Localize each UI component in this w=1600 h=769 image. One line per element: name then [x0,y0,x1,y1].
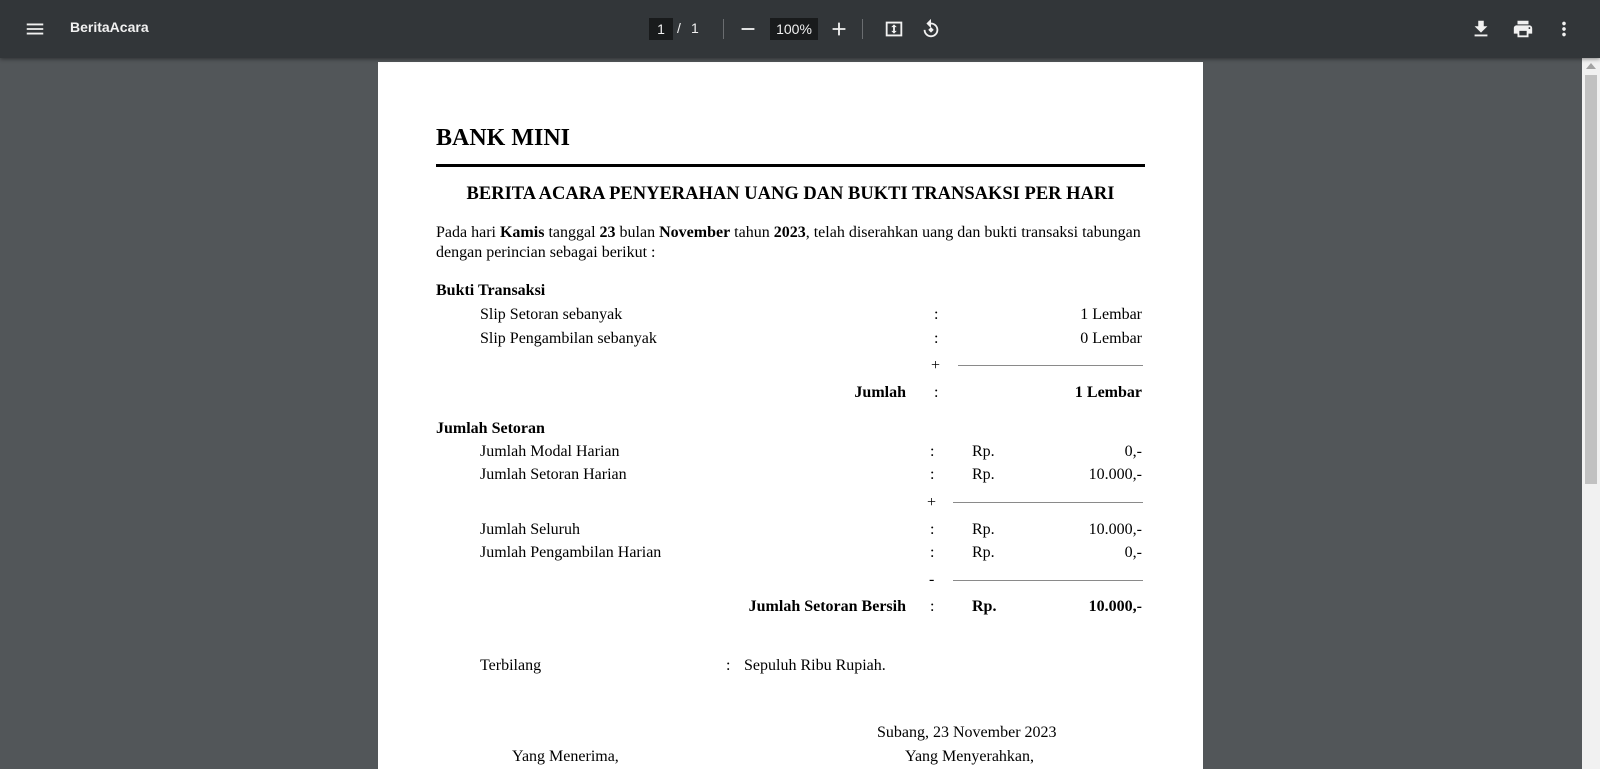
scrollbar-thumb[interactable] [1585,75,1597,484]
download-button[interactable] [1464,12,1498,46]
terbilang-label: Terbilang [480,657,542,674]
document-heading: BERITA ACARA PENYERAHAN UANG DAN BUKTI TRANSAKSI PER HARI [466,184,1115,204]
print-button[interactable] [1506,12,1540,46]
setoran-row-value: 10.000,- [1088,466,1142,483]
intro-paragraph [436,223,1145,263]
setoran-row-currency: Rp. [972,544,995,561]
bukti-row-label: Slip Pengambilan sebanyak [480,330,657,347]
document-title: BeritaAcara [70,19,149,35]
scroll-up-arrow-icon[interactable] [1586,63,1596,69]
page-separator: / [677,20,681,36]
bukti-total-colon: : [934,384,939,401]
bukti-row-label: Slip Setoran sebanyak [480,306,623,323]
page-number-input[interactable]: 1 [649,18,673,40]
setoran-row-value: 0,- [1124,544,1142,561]
toolbar-divider [862,19,863,39]
section-title-setoran: Jumlah Setoran [436,420,545,437]
more-vert-icon [1553,18,1575,40]
intro-year: 2023 [773,224,806,241]
bukti-row-value: 0 Lembar [1080,330,1142,347]
setoran-row-value: 0,- [1124,443,1142,460]
bukti-total-value: 1 Lembar [1074,384,1142,401]
minus-sign: - [929,571,935,588]
intro-month: November [659,224,731,241]
fit-page-icon [883,18,905,40]
rotate-icon [920,18,942,40]
pdf-toolbar [0,0,1600,58]
setoran-row-value: 10.000,- [1088,521,1142,538]
plus-sign: + [931,357,941,374]
bukti-row-value: 1 Lembar [1080,306,1142,323]
toolbar-divider [723,19,724,39]
intro-text: Pada hari [436,224,500,241]
setoran-row-colon: : [930,443,935,460]
menu-icon [24,18,46,40]
rotate-button[interactable] [914,12,948,46]
menu-button[interactable] [18,12,52,46]
setoran-row-currency: Rp. [972,443,995,460]
page-total: 1 [691,20,699,36]
plus-sign: + [927,494,937,511]
setoran-row-currency: Rp. [972,466,995,483]
print-icon [1512,18,1534,40]
bank-name: BANK MINI [436,125,571,151]
bukti-row-colon: : [934,306,939,323]
title-divider [436,164,1145,167]
giver-label: Yang Menyerahkan, [905,748,1035,765]
receiver-label: Yang Menerima, [512,748,619,765]
intro-date: 23 [599,224,616,241]
terbilang-value: Sepuluh Ribu Rupiah. [744,657,886,674]
bukti-total-label: Jumlah [854,384,906,401]
zoom-out-button[interactable] [731,12,765,46]
intro-text: tahun [730,224,774,241]
setoran-row-currency: Rp. [972,521,995,538]
setoran-row-label: Jumlah Pengambilan Harian [480,544,662,561]
sum-line [958,365,1143,366]
zoom-level-input[interactable]: 100% [770,18,818,40]
zoom-in-icon [828,18,850,40]
intro-text: bulan [615,224,660,241]
net-deposit-label: Jumlah Setoran Bersih [748,598,906,615]
pdf-page [378,62,1203,769]
setoran-row-colon: : [930,466,935,483]
intro-text: tanggal [544,224,600,241]
setoran-row-label: Jumlah Setoran Harian [480,466,627,483]
terbilang-colon: : [726,657,731,674]
fit-to-page-button[interactable] [877,12,911,46]
subtract-line [953,580,1143,581]
section-title-bukti: Bukti Transaksi [436,282,546,299]
bukti-row-colon: : [934,330,939,347]
net-deposit-colon: : [930,598,935,615]
place-date: Subang, 23 November 2023 [877,724,1057,741]
zoom-in-button[interactable] [822,12,856,46]
intro-text: , telah diserahkan uang dan bukti transaksi tabungan dengan perincian sebagai berikut : [436,224,1141,261]
download-icon [1470,18,1492,40]
setoran-row-colon: : [930,521,935,538]
intro-day: Kamis [499,224,545,241]
net-deposit-currency: Rp. [972,598,997,615]
zoom-out-icon [737,18,759,40]
sum-line [953,502,1143,503]
net-deposit-value: 10.000,- [1088,598,1142,615]
setoran-row-colon: : [930,544,935,561]
more-options-button[interactable] [1547,12,1581,46]
setoran-row-label: Jumlah Modal Harian [480,443,620,460]
setoran-row-label: Jumlah Seluruh [480,521,580,538]
